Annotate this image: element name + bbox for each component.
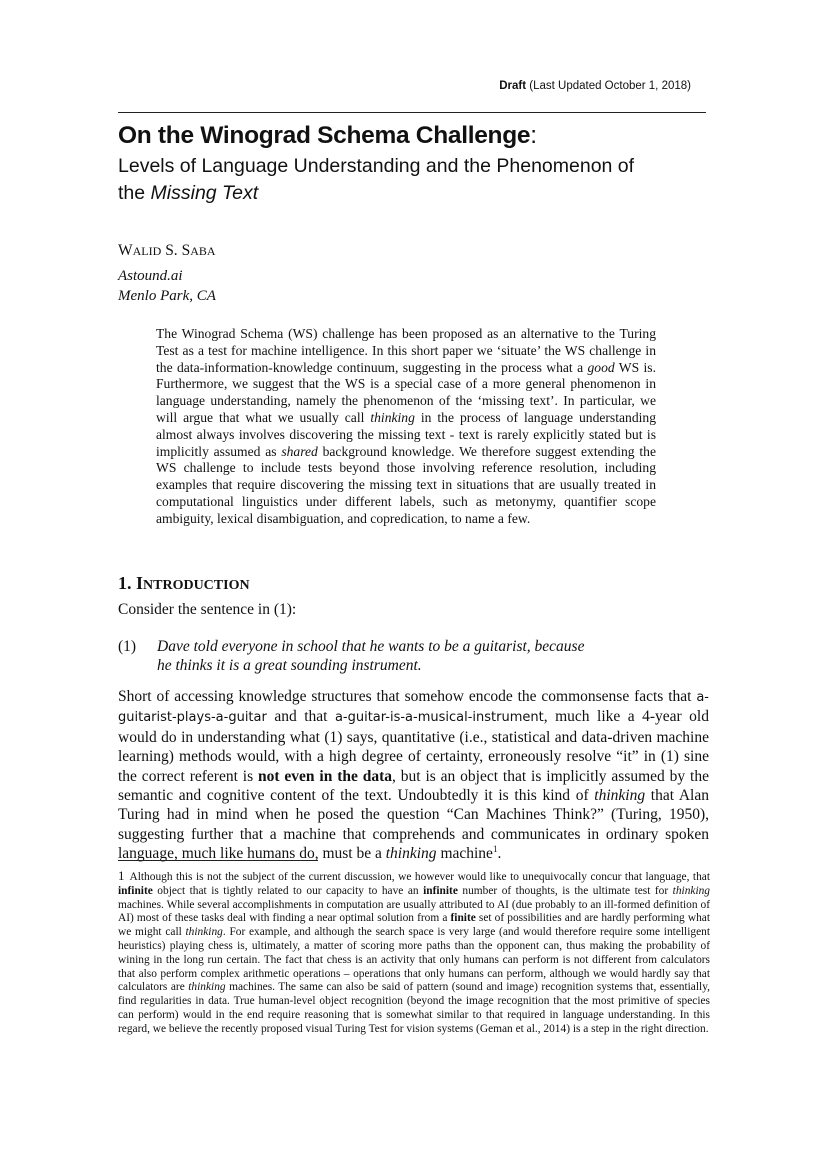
author-last-initial: S bbox=[181, 242, 191, 259]
example-text bbox=[157, 637, 637, 675]
consider-sentence: Consider the sentence in (1): bbox=[118, 601, 297, 618]
body-text: , but is an object that is implicitly assumed by the semantic and cognitive content of the text. Undoubtedly it is this kind of bbox=[118, 767, 709, 805]
body-text: Short of accessing knowledge structures that somehow encode the commonsense facts that bbox=[118, 688, 697, 705]
footnote-em: thinking bbox=[188, 981, 226, 994]
subtitle-line-2 bbox=[118, 180, 718, 207]
footnote-em: thinking bbox=[672, 884, 711, 897]
title-main: On the Winograd Schema Challenge bbox=[118, 122, 531, 149]
abstract-text: WS is. Furthermore, we suggest that the WS is a special case of a more general phenomenon in language understanding, namely the phenomenon of the ‘missing text’. In particular, we will argue that what we usually call bbox=[156, 359, 656, 425]
title-colon: : bbox=[530, 122, 537, 149]
footnote-text: machines. While several accomplishments in computation are usually attributed to AI (due probably to an ill-formed definition of AI) most of these tasks deal with finding a near optimal solution from a bbox=[118, 898, 710, 925]
body-bold: not even in the data bbox=[257, 767, 393, 785]
footnote-bold: infinite bbox=[118, 884, 153, 897]
body-text: , much like a 4-year old would do in understanding what (1) says, quantitative (i.e., statistical and data-driven machine learning) methods would, with a high degree of certainty, erroneously resolve “it” in (1) sine the correct referent is bbox=[118, 708, 709, 785]
footnote-bold: finite bbox=[450, 912, 476, 925]
example-line-2: he thinks it is a great sounding instrument. bbox=[157, 657, 422, 674]
affiliation-company: Astound.ai bbox=[118, 268, 183, 284]
footnote-text: Although this is not the subject of the current discussion, we however would like to unequivocally concur that language, that bbox=[129, 871, 710, 883]
example-line-1: Dave told everyone in school that he wants to be a guitarist, because bbox=[157, 638, 585, 655]
paper-subtitle bbox=[118, 153, 718, 207]
footnote-bold: infinite bbox=[423, 884, 458, 897]
abstract-text: background knowledge. We therefore suggest extending the WS challenge to include tests beyond those involving reference resolution, including examples that require discovering the missing text in situations that are usually treated in computational linguistics under different labels, such as metonymy, quantifier scope ambiguity, lexical disambiguation, and copredication, to name a few. bbox=[156, 443, 656, 526]
heading-rest: NTRODUCTION bbox=[143, 578, 250, 593]
footnote-text: set of possibilities and are hardly performing what we might call bbox=[118, 912, 710, 939]
footnote-number: 1 bbox=[118, 868, 125, 883]
footnote-text: . For example, and although the search space is very large (and would therefore require some intelligent heuristics) playing chess is, ultimately, a matter of scoring more paths than the opponent can, thus making the probability of wining in the long run certain. The fact that chess is an activity that only humans can perform is not different from calculators that also perform complex arithmetic operations – operations that only humans can perform, although we would hardly say that calculators are bbox=[118, 926, 710, 994]
abstract-em: good bbox=[587, 359, 615, 375]
intro-paragraph bbox=[118, 687, 709, 864]
footnote-em: thinking bbox=[185, 926, 223, 939]
draft-date: (Last Updated October 1, 2018) bbox=[529, 80, 691, 92]
footnote-text: number of thoughts, is the ultimate test for bbox=[457, 884, 673, 897]
knowledge-phrase: a-guitarist-plays-a-guitar bbox=[118, 690, 709, 726]
body-em: thinking bbox=[594, 787, 646, 805]
body-text: and that bbox=[266, 708, 335, 726]
affiliation-location: Menlo Park, CA bbox=[118, 288, 216, 304]
abstract-em: shared bbox=[281, 443, 318, 459]
author-first-initial: W bbox=[118, 242, 133, 259]
header-rule bbox=[118, 112, 706, 113]
author-first-rest: ALID bbox=[132, 244, 162, 258]
section-number: 1. bbox=[118, 573, 132, 593]
author-affiliation bbox=[118, 266, 216, 306]
footnote-text: object that is tightly related to our capacity to have an bbox=[152, 884, 424, 897]
author-last-rest: ABA bbox=[190, 244, 216, 258]
abstract-text: in the process of language understanding almost always involves discovering the missing text - text is rarely explicitly stated but is implicitly assumed as bbox=[156, 409, 656, 459]
footnote-rule bbox=[118, 860, 318, 861]
abstract bbox=[156, 326, 656, 528]
footnote-text: machines. The same can also be said of pattern (sound and image) recognition systems that, essentially, find regularities in data. True human-level object recognition (beyond the image recognition that the most primitive of species can perform) would in the end require reasoning that is somewhat similar to that required in language understanding. In this regard, we believe the recently proposed visual Turing Test for vision systems (Geman et al., 2014) is a step in the right direction. bbox=[118, 981, 710, 1035]
subtitle-prefix: the bbox=[118, 182, 151, 204]
heading-initial: I bbox=[136, 573, 144, 593]
subtitle-italic: Missing Text bbox=[150, 182, 259, 204]
abstract-em: thinking bbox=[370, 409, 415, 425]
footnote-1 bbox=[118, 869, 710, 1037]
body-text: . bbox=[497, 845, 502, 863]
example-number: (1) bbox=[118, 638, 137, 655]
draft-label: Draft bbox=[499, 80, 527, 92]
body-text: that Alan Turing had in mind when he posed the question “Can Machines Think?” (Turing, 1950), suggesting further that a machine that comprehends and communicates in ordinary spoken language, much like humans do, must be a bbox=[118, 787, 709, 863]
subtitle-line-1: Levels of Language Understanding and the Phenomenon of bbox=[118, 155, 635, 177]
draft-header bbox=[499, 80, 691, 92]
paper-title bbox=[118, 121, 718, 151]
section-heading bbox=[118, 573, 250, 594]
abstract-text: The Winograd Schema (WS) challenge has been proposed as an alternative to the Turing Test as a test for machine intelligence. In this short paper we ‘situate’ the WS challenge in the data-information-knowledge continuum, suggesting in the process what a bbox=[156, 326, 656, 375]
author-name bbox=[118, 242, 216, 260]
knowledge-phrase: a-guitar-is-a-musical-instrument bbox=[334, 710, 544, 726]
footnote-ref[interactable]: 1 bbox=[492, 844, 498, 855]
body-text: machine bbox=[436, 845, 493, 863]
body-em: thinking bbox=[385, 845, 437, 863]
author-middle: S. bbox=[165, 242, 178, 259]
